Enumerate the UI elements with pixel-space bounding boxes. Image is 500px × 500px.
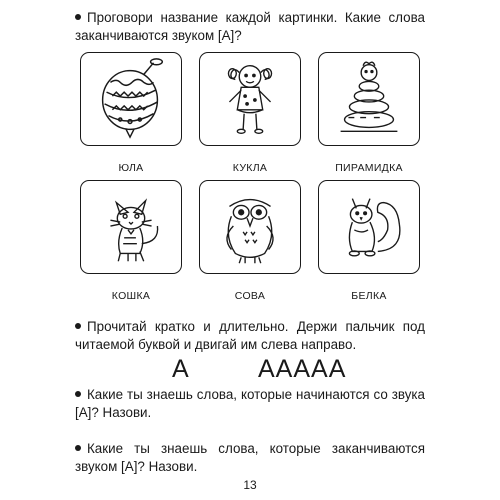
task-starting-words [75,386,425,422]
picture-card-koshka [80,180,182,274]
bullet [75,14,81,20]
task-text: Прочитай кратко и длительно. Держи пальчик под читаемой буквой и двигай им слева направо. [75,319,425,352]
squirrel-icon [319,181,419,273]
picture-card-belka [318,180,420,274]
picture-label: СОВА [234,290,266,302]
page-number: 13 [243,478,257,492]
task-ending-words [75,440,425,476]
task-text: Какие ты знаешь слова, которые начинаются со звука [А]? Назови. [75,387,425,420]
picture-card-kukla [199,52,301,146]
letter-short: А [172,355,189,383]
bullet [75,445,81,451]
picture-label: ЮЛА [118,162,144,174]
bullet [75,391,81,397]
owl-icon [200,181,300,273]
spinning-top-icon [81,53,181,145]
picture-label: КОШКА [111,290,151,302]
task-text: Проговори название каждой картинки. Какие слова заканчиваются звуком [А]? [75,10,425,43]
letter-long: ААААА [258,355,347,383]
picture-label: БЕЛКА [351,290,387,302]
task-reading [75,318,425,354]
picture-label: ПИРАМИДКА [335,162,403,174]
task-name-pictures [75,9,425,45]
bullet [75,323,81,329]
picture-card-piramidka [318,52,420,146]
doll-icon [200,53,300,145]
picture-card-sova [199,180,301,274]
ring-pyramid-toy-icon [319,53,419,145]
task-text: Какие ты знаешь слова, которые заканчиваются звуком [А]? Назови. [75,441,425,474]
picture-card-yula [80,52,182,146]
kitten-icon [81,181,181,273]
picture-label: КУКЛА [232,162,268,174]
